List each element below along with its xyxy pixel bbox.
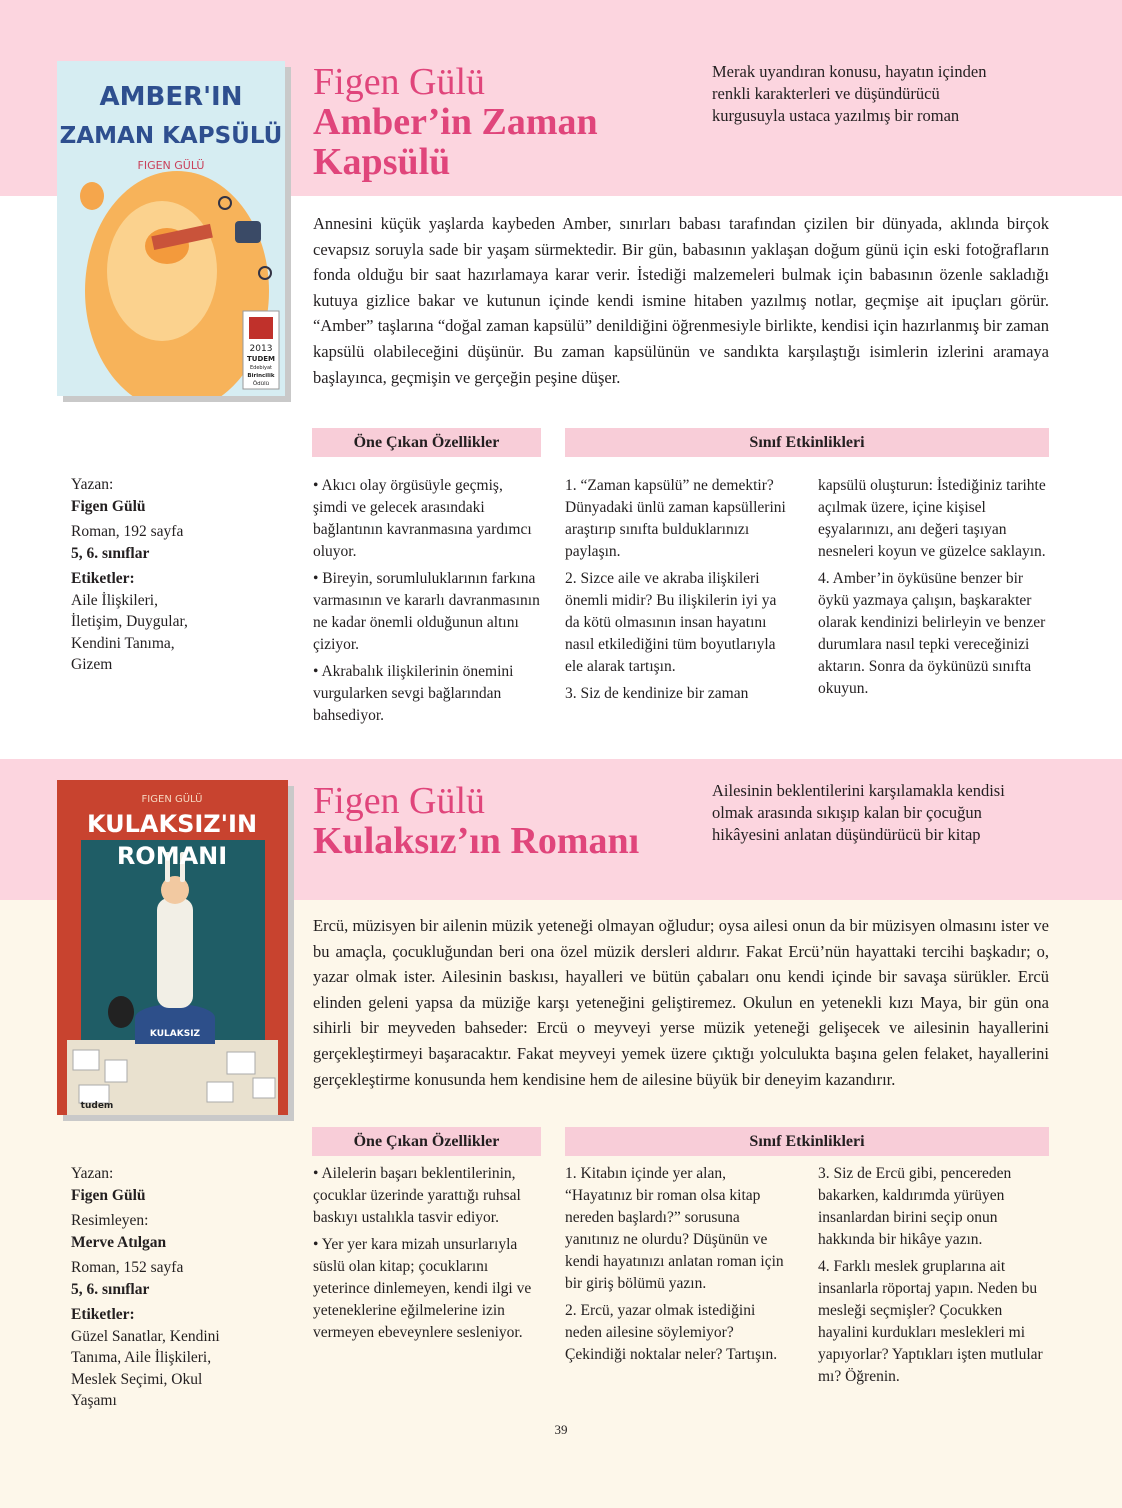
book2-info-5: 5, 6. sınıflar — [71, 1280, 150, 1298]
book2-title-line1: Kulaksız’ın Romanı — [313, 820, 640, 862]
book1-info-4: Etiketler: — [71, 570, 135, 587]
book1-heading — [313, 62, 598, 182]
cover-publisher: tudem — [80, 1101, 114, 1111]
book1-features — [313, 475, 541, 732]
book2-info-7: Güzel Sanatlar, Kendini — [71, 1327, 220, 1345]
book2-info-0: Yazan: — [71, 1165, 114, 1182]
book1-features-header: Öne Çıkan Özellikler — [312, 428, 541, 457]
book2-tagline-line1: Ailesinin beklentilerini karşılamakla kendisi — [712, 781, 1005, 800]
book1-info-0: Yazan: — [71, 476, 114, 493]
cover-author: FIGEN GÜLÜ — [137, 159, 205, 172]
book1-info-2: Roman, 192 sayfa — [71, 523, 184, 540]
book2-heading — [313, 781, 639, 861]
book2-feature-item: • Yer yer kara mizah unsurlarıyla süslü olan kitap; çocuklarını yeterince dinlemeyen, kendi ilgi ve yeteneklerine eğilmelerine izin vermeyen ebeveynlere sesleniyor. — [313, 1236, 532, 1341]
book1-info-5: Aile İlişkileri, — [71, 591, 158, 609]
cover-badge-text3: Ödülü — [252, 381, 270, 387]
book2-activity-item: 4. Farklı meslek gruplarına ait insanlarla röportaj yapın. Neden bu mesleği seçmişler? Çocukken hayalini kurdukları meslekleri mi yapıyorlar? Yaptıkları işten mutlular mı? Öğrenin. — [818, 1258, 1043, 1385]
book1-title-line2: Kapsülü — [313, 141, 451, 183]
cover-drum-text: KULAKSIZ — [149, 1029, 201, 1039]
book1-info-8: Gizem — [71, 656, 113, 673]
cover-badge-text2: Birincilik — [247, 373, 275, 379]
book1-tagline-line2: renkli karakterleri ve düşündürücü — [712, 84, 940, 103]
cover-illustration-amber — [57, 61, 285, 396]
book2-activities-header: Sınıf Etkinlikleri — [565, 1127, 1049, 1156]
book1-feature-item: • Akıcı olay örgüsüyle geçmiş, şimdi ve gelecek arasındaki bağlantının kavranmasına yardımcı oluyor. — [313, 477, 532, 560]
book1-feature-item: • Bireyin, sorumluluklarının farkına varmasının ve kararlı davranmasının ne kadar önemli olduğunun altını çiziyor. — [313, 570, 540, 653]
page-number: 39 — [554, 1422, 568, 1437]
book2-activities-col1 — [565, 1163, 787, 1371]
book2-tagline-line2: olmak arasında sıkışıp kalan bir çocuğun — [712, 803, 982, 822]
book2-info-1: Figen Gülü — [71, 1186, 146, 1204]
cover-title-line1: KULAKSIZ'IN — [86, 810, 258, 838]
cover-illustration-kulaksiz — [57, 780, 288, 1115]
cover-badge-text1: Edebiyat — [250, 365, 272, 371]
book2-summary: Ercü, müzisyen bir ailenin müzik yeteneği olmayan oğludur; oysa ailesi onun da bir müzisyen olmasını ister ve bu amaçla, çocukluğundan beri ona özel müzik dersleri aldırır. Fakat Ercü’nün hayattaki tercihi başkadır; o, yazar olmak ister. Ailesinin baskısı, hayalleri ve bütün çabaları onu kendi içinde bir savaşa sürükler. Ercü elinden geleni yapsa da müziğe karşı yeteneğini geliştiremez. Okulun en yetenekli kızı Maya, bir gün ona sihirli bir meyveden bahseder: Ercü o meyveyi yerse müzik yeteneği gelişecek ve ailesinin hayallerini gerçekleştirmeyi başaracaktır. Fakat meyveyi yemek üzere çıktığı yolculukta başına gelen felaket, hayallerini gerçekleştirme konusunda hem kendisine hem de ailesine büyük bir deneyim kazandırır. — [313, 916, 1049, 1089]
book2-info-2: Resimleyen: — [71, 1212, 149, 1229]
book1-activities-col1 — [565, 475, 787, 710]
book2-author-heading: Figen Gülü — [313, 780, 486, 822]
book1-activity-item: kapsülü oluşturun: İstediğiniz tarihte açılmak üzere, içine kişisel eşyalarınızı, anı değeri taşıyan nesneleri koyun ve güzelce saklayın. — [818, 477, 1046, 560]
book2-info-9: Meslek Seçimi, Okul — [71, 1370, 203, 1388]
book2-info-8: Tanıma, Aile İlişkileri, — [71, 1349, 212, 1366]
book2-tagline — [712, 780, 1082, 846]
book2-activity-item: 3. Siz de Ercü gibi, pencereden bakarken, kaldırımda yürüyen insanlardan birini seçip onun hakkında bir hikâye yazın. — [818, 1165, 1012, 1248]
book1-tagline-line1: Merak uyandıran konusu, hayatın içinden — [712, 62, 987, 81]
cover-title-line2: ROMANI — [116, 842, 228, 870]
cover-badge-year: 2013 — [249, 344, 273, 354]
book2-info-3: Merve Atılgan — [71, 1233, 167, 1251]
book2-info-10: Yaşamı — [71, 1392, 117, 1409]
cover-title-line2: ZAMAN KAPSÜLÜ — [59, 123, 283, 149]
book-cover-amber — [57, 61, 285, 396]
book1-info-3: 5, 6. sınıflar — [71, 544, 150, 562]
book1-activities-header: Sınıf Etkinlikleri — [565, 428, 1049, 457]
cover-badge-publisher: TUDEM — [246, 355, 276, 363]
book-cover-kulaksiz — [57, 780, 288, 1115]
book1-activity-item: 1. “Zaman kapsülü” ne demektir? Dünyadaki ünlü zaman kapsüllerini araştırıp sınıfta bulduklarınızı paylaşın. — [565, 477, 786, 560]
book1-tagline — [712, 61, 1072, 127]
book1-summary: Annesini küçük yaşlarda kaybeden Amber, sınırları babası tarafından çizilen bir dünyada, aklında birçok cevapsız soruyla sade bir yaşam sürmektedir. Bir gün, babasının yaklaşan doğum günü için eski fotoğrafların fonda olduğu bir saat hazırlamaya karar verir. İstediği malzemeleri bulmak için babasının özenle sakladığı kutuya gizlice bakar ve kutunun içinde kendi ismine hitaben yazılmış notlar, geçmişe ait ipuçları görür. “Amber” taşlarına “doğal zaman kapsülü” denildiğini öğrenmesiyle birlikte, kendisi için hazırlanmış bir zaman kapsülü olabileceğini düşünür. Bu zaman kapsülünün ve sandıkta karşılaştığı isimlerin izlerini aramaya başlayınca, geçmişin ve gerçeğin peşine düşer. — [313, 214, 1049, 387]
book2-info-6: Etiketler: — [71, 1306, 135, 1323]
book1-activity-item: 4. Amber’in öyküsüne benzer bir öykü yazmaya çalışın, başkarakter olarak kendinizi belirleyin ve benzer durumlara nasıl tepki vereceğinizi aktarın. Sonra da öykünüzü sınıfta okuyun. — [818, 570, 1046, 697]
book2-activities-col2 — [818, 1163, 1050, 1393]
book2-tagline-line3: hikâyesini anlatan düşündürücü bir kitap — [712, 825, 981, 844]
book2-features-header: Öne Çıkan Özellikler — [312, 1127, 541, 1156]
book2-info-4: Roman, 152 sayfa — [71, 1259, 184, 1276]
book1-title-line1: Amber’in Zaman — [313, 101, 598, 143]
cover-author: FIGEN GÜLÜ — [141, 794, 203, 805]
book1-activity-item: 3. Siz de kendinize bir zaman — [565, 685, 749, 702]
cover-title-line1: AMBER'IN — [99, 82, 243, 112]
book1-activity-item: 2. Sizce aile ve akraba ilişkileri önemli midir? Bu ilişkilerin iyi ya da kötü olmasının insan hayatını nasıl etkilediğini tüm boyutlarıyla ele alarak tartışın. — [565, 570, 777, 675]
book2-activity-item: 1. Kitabın içinde yer alan, “Hayatınız bir roman olsa kitap nereden başlardı?” sorusuna yanıtınız ne olurdu? Düşünün ve kendi hayatınızı anlatan roman için bir giriş bölümü yazın. — [565, 1165, 784, 1292]
book1-info-6: İletişim, Duygular, — [71, 613, 188, 630]
book2-activity-item: 2. Ercü, yazar olmak istediğini neden ailesine söylemiyor? Çekindiği noktalar neler? Tartışın. — [565, 1302, 778, 1363]
book1-tagline-line3: kurgusuyla ustaca yazılmış bir roman — [712, 106, 960, 125]
book2-feature-item: • Ailelerin başarı beklentilerinin, çocuklar üzerinde yarattığı ruhsal baskıyı ustalıkla tasvir ediyor. — [313, 1165, 521, 1226]
book1-info-1: Figen Gülü — [71, 497, 146, 515]
book1-author-heading: Figen Gülü — [313, 61, 486, 103]
book2-info — [71, 1163, 251, 1412]
book1-feature-item: • Akrabalık ilişkilerinin önemini vurgularken sevgi bağlarından bahsediyor. — [313, 663, 514, 724]
book1-info-7: Kendini Tanıma, — [71, 634, 175, 652]
book1-activities-col2 — [818, 475, 1050, 705]
book2-features — [313, 1163, 541, 1349]
book1-info — [71, 474, 251, 676]
